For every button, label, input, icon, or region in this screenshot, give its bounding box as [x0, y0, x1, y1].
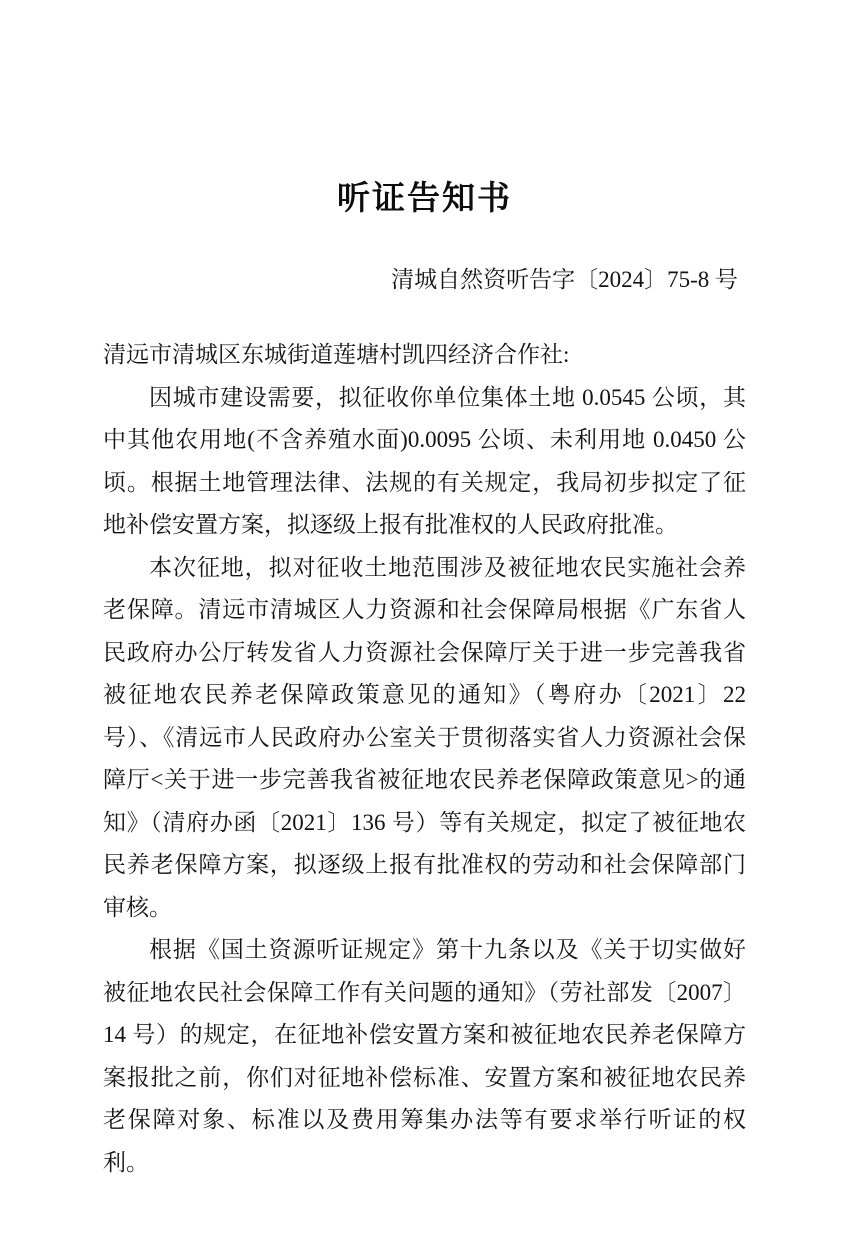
paragraph-social-security-plan: 本次征地，拟对征收土地范围涉及被征地农民实施社会养老保障。清远市清城区人力资源和社会保障局根据《广东省人民政府办公厅转发省人力资源社会保障厅关于进一步完善我省被征地农民养老保障政策意见的通知》（粤府办〔2021〕22 号）、《清远市人民政府办公室关于贯彻落实省人力资源社会保障厅<关于进一步完善我省被征地农民养老保障政策意见>的通知》（清府办函〔2021〕136 号）等有关规定，拟定了被征地农民养老保障方案，拟逐级上报有批准权的劳动和社会保障部门审核。: [103, 554, 746, 920]
recipient-salutation: 清远市清城区东城街道莲塘村凯四经济合作社:: [103, 342, 570, 367]
document-reference-number: 清城自然资听告字〔2024〕75-8 号: [391, 267, 738, 292]
document-title: 听证告知书: [337, 179, 512, 216]
document-body: [103, 334, 746, 1184]
paragraph-hearing-rights: 根据《国土资源听证规定》第十九条以及《关于切实做好被征地农民社会保障工作有关问题的通知》（劳社部发〔2007〕14 号）的规定，在征地补偿安置方案和被征地农民养老保障方案报批之前，你们对征地补偿标准、安置方案和被征地农民养老保障对象、标准以及费用筹集办法等有要求举行听证的权利。: [103, 937, 746, 1175]
paragraph-land-requisition: 因城市建设需要，拟征收你单位集体土地 0.0545 公顷，其中其他农用地(不含养殖水面)0.0095 公顷、未利用地 0.0450 公顷。根据土地管理法律、法规的有关规定，我局初步拟定了征地补偿安置方案，拟逐级上报有批准权的人民政府批准。: [103, 384, 746, 537]
